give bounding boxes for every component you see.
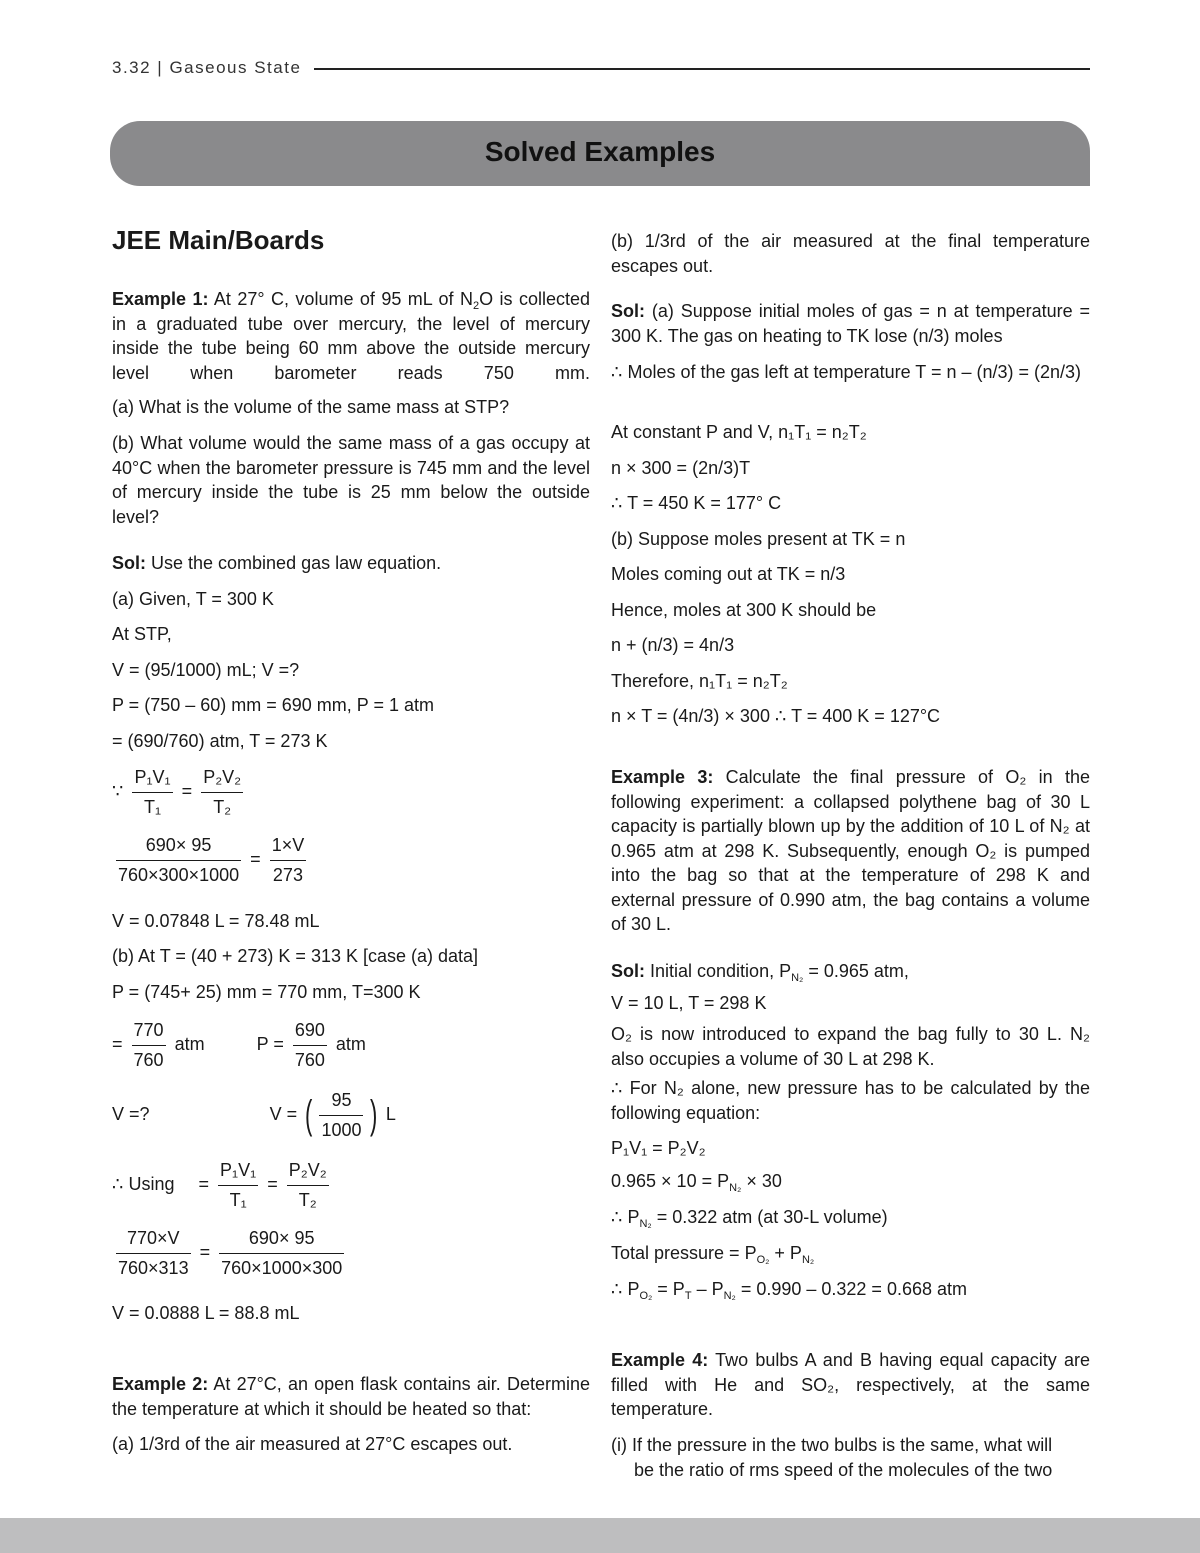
ex1-question-a: (a) What is the volume of the same mass at STP?: [112, 397, 510, 417]
sol-text: Use the combined gas law equation.: [146, 553, 442, 573]
fraction-95-1000: [319, 1088, 363, 1142]
line-moles-left: ∴ Moles of the gas left at temperature T = n – (n/3) = (2n/3): [611, 362, 1082, 382]
line-pressure: P = (750 – 60) mm = 690 mm, P = 1 atm: [112, 695, 434, 715]
fraction-69095-7601000300: [219, 1226, 344, 1280]
frac-num: 690: [293, 1018, 327, 1046]
ex4-question-i: (i) If the pressure in the two bulbs is the same, what will: [611, 1435, 1053, 1455]
example-2-label: Example 2:: [112, 1374, 209, 1394]
using-equation: [112, 1158, 590, 1212]
frac-num: P₁V₁: [132, 765, 172, 793]
frac-num: 770: [132, 1018, 166, 1046]
text: × 30: [741, 1171, 782, 1191]
sub-n2: N₂: [729, 1182, 742, 1194]
frac-num: 690× 95: [116, 833, 241, 861]
text: – P: [691, 1279, 724, 1299]
line-n2-alone: ∴ For N₂ alone, new pressure has to be calculated by the following equation:: [611, 1078, 1090, 1123]
line-b3: Hence, moles at 300 K should be: [611, 600, 877, 620]
example-2-statement: [112, 1372, 590, 1421]
frac-num: 1×V: [270, 833, 307, 861]
line-volume: V = (95/1000) mL; V =?: [112, 660, 300, 680]
line-n300: n × 300 = (2n/3)T: [611, 458, 751, 478]
frac-den: 760×1000×300: [221, 1257, 343, 1278]
p-equals: P =: [256, 1033, 284, 1054]
v-unknown: V =?: [112, 1103, 150, 1124]
sol-text: (a) Suppose initial moles of gas = n at temperature = 300 K. The gas on heating to TK lose (n/3) moles: [611, 301, 1090, 346]
frac-den: T₂: [298, 1189, 317, 1210]
v-equals: V =: [269, 1103, 298, 1124]
unit-l: L: [385, 1103, 396, 1124]
unit-atm: atm: [335, 1033, 366, 1054]
frac-den: 760×300×1000: [118, 864, 240, 885]
ex4-text: Two bulbs A and B having equal capacity are filled with He and SO₂, respectively, at the same temperature.: [611, 1350, 1090, 1419]
frac-den: 760×313: [118, 1257, 189, 1278]
line-pn2: [611, 1205, 1090, 1230]
fraction-p2v2-t2: [287, 1158, 329, 1212]
text: Total pressure = P: [611, 1243, 757, 1263]
line-pressure-2: = (690/760) atm, T = 273 K: [112, 731, 328, 751]
line-b6: n × T = (4n/3) × 300 ∴ T = 400 K = 127°C: [611, 706, 941, 726]
equals: =: [199, 1241, 211, 1262]
text: = P: [652, 1279, 685, 1299]
fraction-690-95: [116, 833, 241, 887]
line-constant-pv: At constant P and V, n₁T₁ = n₂T₂: [611, 422, 867, 442]
footer-band: [0, 1518, 1200, 1553]
line-b2: Moles coming out at TK = n/3: [611, 564, 846, 584]
because-sign: ∵: [112, 780, 124, 801]
line-0965: [611, 1169, 1090, 1194]
line-b4: n + (n/3) = 4n/3: [611, 635, 735, 655]
line-p1v1: P₁V₁ = P₂V₂: [611, 1138, 706, 1158]
page-label: 3.32 | Gaseous State: [112, 58, 302, 77]
equals: =: [250, 848, 261, 869]
line-vt: V = 10 L, T = 298 K: [611, 993, 767, 1013]
frac-den: 760: [294, 1049, 325, 1070]
line-given: (a) Given, T = 300 K: [112, 589, 274, 609]
line-b1: (b) Suppose moles present at TK = n: [611, 529, 906, 549]
frac-num: 690× 95: [219, 1226, 344, 1254]
example-4-statement: [611, 1348, 1090, 1422]
combined-law-equation: [112, 765, 590, 819]
unit-atm: atm: [174, 1033, 205, 1054]
frac-num: 770×V: [116, 1226, 191, 1254]
fraction-770-760: [132, 1018, 166, 1072]
fraction-770v-760313: [116, 1226, 191, 1280]
sub-n2: N₂: [723, 1290, 736, 1302]
example-3-label: Example 3:: [611, 767, 714, 787]
sol-label: Sol:: [611, 961, 645, 981]
therefore-using: ∴ Using: [112, 1173, 175, 1194]
line-b5: Therefore, n₁T₁ = n₂T₂: [611, 671, 788, 691]
ex1-text-a: At 27° C, volume of 95 mL of N: [208, 289, 473, 309]
fraction-690-760: [293, 1018, 327, 1072]
ex2-solution: [611, 299, 1090, 348]
line-total-pressure: [611, 1241, 1090, 1266]
equals: =: [198, 1173, 210, 1194]
text: 0.965 × 10 = P: [611, 1171, 730, 1191]
text: = 0.322 atm (at 30-L volume): [651, 1207, 888, 1227]
frac-den: T₁: [144, 796, 162, 817]
frac-den: 760: [133, 1049, 164, 1070]
line-t450: ∴ T = 450 K = 177° C: [611, 493, 782, 513]
text: = 0.990 – 0.322 = 0.668 atm: [735, 1279, 967, 1299]
frac-den: T₁: [229, 1189, 247, 1210]
text: ∴ P: [611, 1207, 640, 1227]
ex2-question-a: (a) 1/3rd of the air measured at 27°C escapes out.: [112, 1434, 513, 1454]
sub-o2: O₂: [639, 1290, 653, 1302]
ex3-text: Calculate the final pressure of O₂ in the following experiment: a collapsed polythene bag of 30 L capacity is partially blown up by the addition of 10 L of N₂ at 0.965 atm at 298 K. Subsequently, enough O₂ is pumped into the bag so that at the temperature of 298 K and external pressure of 0.990 atm, the bag contains a volume of 30 L.: [611, 767, 1091, 934]
frac-num: P₁V₁: [218, 1158, 258, 1186]
substitution-equation-a: [112, 833, 590, 887]
sub-n2: N₂: [791, 972, 804, 984]
ex4-question-i-cont: be the ratio of rms speed of the molecules of the two: [634, 1460, 1053, 1480]
fraction-p2v2-t2: [201, 765, 243, 819]
header-rule: [314, 68, 1090, 70]
volume-line: [112, 1088, 590, 1142]
ex1-solution: [112, 551, 590, 576]
subsection-heading: JEE Main/Boards: [112, 225, 325, 255]
example-1-statement: [112, 287, 590, 385]
sol-label: Sol:: [112, 553, 146, 573]
fraction-p1v1-t1: [132, 765, 172, 819]
frac-num: P₂V₂: [201, 765, 243, 793]
example-3-statement: [611, 765, 1090, 937]
text: ∴ P: [611, 1279, 640, 1299]
result-v-b: V = 0.0888 L = 88.8 mL: [112, 1303, 300, 1323]
frac-num: P₂V₂: [287, 1158, 329, 1186]
equals: =: [181, 780, 193, 801]
ex2-question-b: (b) 1/3rd of the air measured at the final temperature escapes out.: [611, 231, 1090, 276]
fraction-p1v1-t1: [218, 1158, 258, 1212]
text: + P: [769, 1243, 802, 1263]
line-part-b: (b) At T = (40 + 273) K = 313 K [case (a) data]: [112, 946, 479, 966]
line-part-b-pressure: P = (745+ 25) mm = 770 mm, T=300 K: [112, 982, 421, 1002]
sub-n2: N₂: [801, 1254, 815, 1266]
line-stp: At STP,: [112, 624, 172, 644]
right-paren: ): [370, 1093, 378, 1137]
sub-o2: O₂: [756, 1254, 770, 1266]
ex2-text: At 27°C, an open flask contains air. Determine the temperature at which it should be heated so that:: [112, 1374, 590, 1419]
substitution-equation-b: [112, 1226, 590, 1280]
sub-n2: N₂: [639, 1218, 652, 1230]
ex3-solution: [611, 959, 1090, 984]
example-4-label: Example 4:: [611, 1350, 709, 1370]
ex1-text-b: O is collected in a graduated tube over mercury, the level of mercury inside the tube being 60 mm above the outside mercury level when barometer reads 750 mm.: [112, 289, 591, 383]
frac-den: T₂: [213, 796, 232, 817]
left-paren: (: [305, 1093, 313, 1137]
sol-text-2: = 0.965 atm,: [803, 961, 909, 981]
line-po2: [611, 1277, 1090, 1302]
page-header: [112, 58, 1090, 80]
sub-t: T: [684, 1290, 692, 1302]
ex1-question-b: (b) What volume would the same mass of a gas occupy at 40°C when the barometer pressure is 745 mm and the level of mercury inside the tube is 25 mm below the outside level?: [112, 433, 590, 527]
ex1-sub: 2: [472, 300, 480, 312]
section-title: Solved Examples: [484, 136, 716, 167]
sol-label: Sol:: [611, 301, 645, 321]
frac-num: 95: [319, 1088, 363, 1116]
result-v-a: V = 0.07848 L = 78.48 mL: [112, 911, 320, 931]
fraction-1v-273: [270, 833, 307, 887]
frac-den: 1000: [321, 1119, 362, 1140]
section-banner: [110, 121, 1090, 186]
pressure-fractions: [112, 1018, 590, 1072]
sol-text: Initial condition, P: [645, 961, 792, 981]
equals: =: [112, 1033, 123, 1054]
frac-den: 273: [272, 864, 303, 885]
line-o2-introduced: O₂ is now introduced to expand the bag fully to 30 L. N₂ also occupies a volume of 30 L at 298 K.: [611, 1024, 1090, 1069]
example-1-label: Example 1:: [112, 289, 209, 309]
equals: =: [267, 1173, 278, 1194]
